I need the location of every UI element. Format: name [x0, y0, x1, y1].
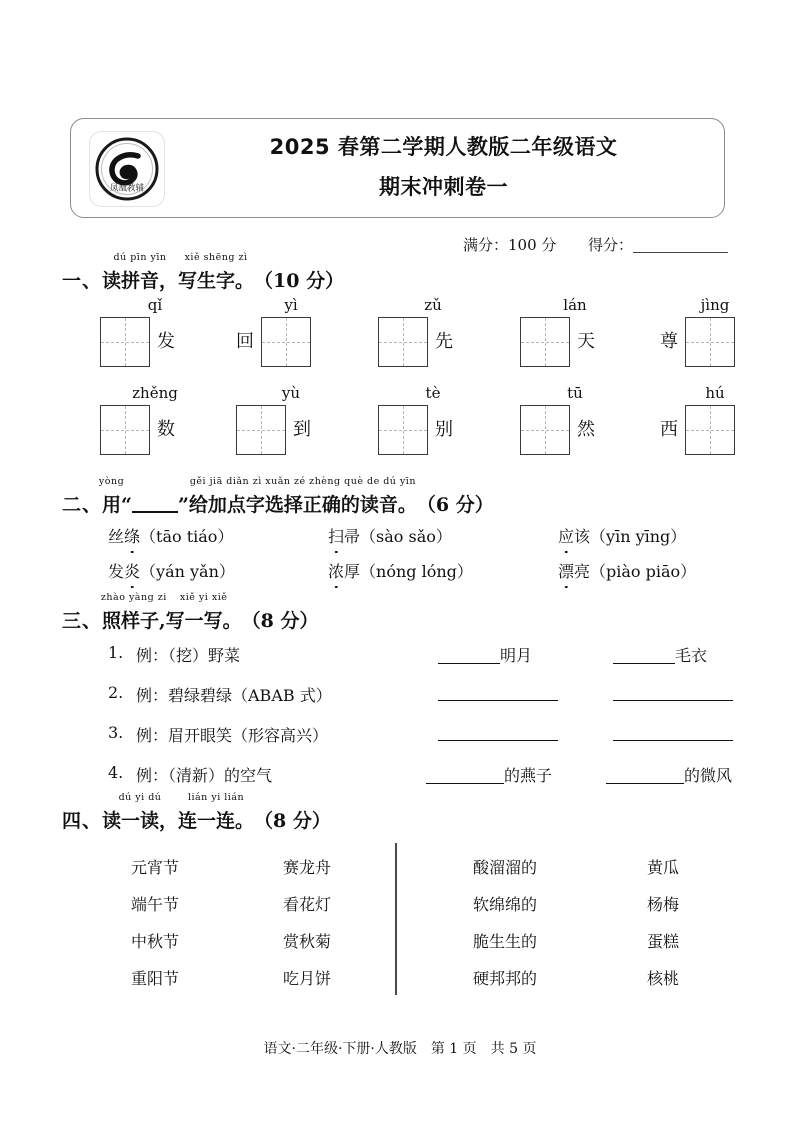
- score-input-blank[interactable]: [633, 237, 728, 253]
- answer-slot[interactable]: [613, 723, 733, 742]
- matching-item[interactable]: 赛龙舟: [282, 858, 331, 877]
- tianzige-box[interactable]: [520, 405, 570, 455]
- given-character: 别: [435, 419, 453, 440]
- section-1-points: （10 分）: [254, 270, 345, 292]
- tianzige-box[interactable]: [685, 405, 735, 455]
- logo-text: 凤凰教辅: [109, 183, 145, 194]
- given-character: 然: [577, 419, 595, 440]
- pinyin-prompt: yì: [284, 296, 298, 314]
- section-4-column-divider: [395, 843, 397, 995]
- word-with-box: [520, 316, 595, 368]
- paper-title-line-1: 2025 春第二学期人教版二年级语文: [269, 135, 618, 159]
- writing-cell: [378, 296, 488, 368]
- word-with-box: [378, 404, 453, 456]
- dotted-character: 绦: [124, 524, 140, 547]
- section-4-title-part-1: dú yi dú 读一读，: [102, 792, 179, 832]
- writing-cell: [660, 296, 770, 368]
- phoenix-education-logo-icon: [89, 131, 165, 207]
- section-4-title-part-2: lián yi lián 连一连。: [178, 792, 255, 832]
- word-char: 丝: [108, 527, 125, 546]
- pinyin-annotation: dú pīn yīn: [113, 252, 167, 263]
- writing-cell: [520, 384, 630, 456]
- pinyin-prompt: zhěng: [132, 384, 178, 402]
- item-number: 3.: [108, 723, 124, 742]
- section-4-number: 四、: [62, 810, 103, 832]
- quote-close: ”: [177, 494, 189, 516]
- section-1-heading: [62, 252, 345, 293]
- section-3-number: 三、: [62, 610, 103, 632]
- pinyin-options[interactable]: （yán yǎn）: [140, 562, 235, 581]
- example-text: 例：碧绿碧绿（ABAB 式）: [136, 686, 332, 705]
- answer-slot[interactable]: [613, 643, 707, 666]
- pinyin-annotation: zhào yàng zi: [100, 592, 167, 603]
- page-footer: [0, 1038, 800, 1058]
- matching-item[interactable]: 杨梅: [646, 895, 679, 914]
- section-1-row-1: [100, 296, 730, 368]
- given-character: 回: [236, 331, 254, 352]
- section-3-title-part-2: xiě yi xiě 写一写。: [165, 592, 242, 632]
- given-character: 到: [293, 419, 311, 440]
- tianzige-box[interactable]: [100, 405, 150, 455]
- matching-item[interactable]: 重阳节: [130, 969, 179, 988]
- pinyin-options[interactable]: （nóng lóng）: [360, 562, 473, 581]
- writing-cell: [378, 384, 488, 456]
- example-text: 例：眉开眼笑（形容高兴）: [136, 726, 329, 745]
- section-2-title-rest: gěi jiā diǎn zì xuǎn zé zhèng què de dú yīn 给加点字选择正确的读音。: [188, 476, 417, 516]
- item-number: 4.: [108, 763, 124, 782]
- given-character: 发: [157, 331, 175, 352]
- word-with-box: [236, 404, 311, 456]
- pinyin-annotation: dú yi dú: [118, 792, 162, 803]
- dotted-character: 漂: [558, 559, 574, 582]
- pronunciation-choice-item[interactable]: [108, 524, 233, 547]
- pinyin-prompt: lán: [563, 296, 587, 314]
- pinyin-prompt: jìng: [700, 296, 730, 314]
- word-char: 亮: [574, 562, 591, 581]
- dotted-character: 应: [558, 524, 574, 547]
- matching-item[interactable]: 蛋糕: [646, 932, 679, 951]
- answer-suffix: 毛衣: [675, 646, 708, 665]
- paper-title: [181, 127, 706, 207]
- word-char: 该: [574, 527, 591, 546]
- answer-blank[interactable]: [438, 648, 500, 664]
- example-text: 例：（挖）野菜: [136, 646, 241, 665]
- pronunciation-choice-item[interactable]: [328, 524, 452, 547]
- word-with-box: [378, 316, 453, 368]
- pinyin-options[interactable]: （yīn yīng）: [590, 527, 687, 546]
- writing-cell: [100, 384, 210, 456]
- tianzige-box[interactable]: [520, 317, 570, 367]
- section-1-row-2: [100, 384, 730, 456]
- section-2-points: （6 分）: [416, 494, 494, 516]
- writing-cell: [236, 296, 346, 368]
- section-1-number: 一、: [62, 270, 103, 292]
- section-2-number: 二、: [62, 494, 103, 516]
- footer-total-pages: 共 5 页: [490, 1041, 537, 1057]
- dotted-character: 炎: [124, 559, 140, 582]
- matching-item[interactable]: 吃月饼: [282, 969, 331, 988]
- given-character: 尊: [660, 331, 678, 352]
- section-3-heading: [62, 592, 319, 633]
- answer-blank[interactable]: [613, 685, 733, 701]
- section-2-title-prefix: yòng 用: [98, 476, 125, 516]
- matching-item[interactable]: 酸溜溜的: [472, 858, 537, 877]
- item-number: 1.: [108, 643, 124, 662]
- pinyin-prompt: qǐ: [147, 296, 163, 314]
- answer-slot[interactable]: [438, 723, 558, 742]
- answer-blank[interactable]: [438, 685, 558, 701]
- matching-item[interactable]: 黄瓜: [646, 858, 679, 877]
- section-3-points: （8 分）: [241, 610, 319, 632]
- matching-item[interactable]: 软绵绵的: [472, 895, 537, 914]
- answer-blank[interactable]: [438, 725, 558, 741]
- section-1-title-part-1: dú pīn yīn 读拼音，: [102, 252, 179, 292]
- section-1-title-part-2: xiě shēng zì 写生字。: [178, 252, 255, 292]
- section-4-points: （8 分）: [254, 810, 331, 832]
- pinyin-options[interactable]: （piào piāo）: [590, 562, 697, 581]
- matching-item[interactable]: 端午节: [130, 895, 179, 914]
- answer-suffix: 明月: [500, 646, 533, 665]
- answer-slot[interactable]: [438, 643, 532, 666]
- tianzige-box[interactable]: [378, 405, 428, 455]
- section-2-heading: [62, 476, 494, 517]
- tianzige-box[interactable]: [261, 317, 311, 367]
- footer-subject: 语文·二年级·下册·人教版: [263, 1041, 417, 1057]
- answer-slot[interactable]: [613, 683, 733, 702]
- given-character: 数: [157, 419, 175, 440]
- section-4-heading: [62, 792, 331, 833]
- tianzige-box[interactable]: [236, 405, 286, 455]
- pinyin-prompt: tū: [567, 384, 583, 402]
- answer-blank[interactable]: [613, 648, 675, 664]
- answer-suffix: 的微风: [684, 766, 733, 785]
- matching-item[interactable]: 核桃: [646, 969, 679, 988]
- score-line: [0, 234, 728, 255]
- word-with-box: [100, 404, 175, 456]
- header-banner: [70, 118, 725, 218]
- pinyin-annotation: yòng: [98, 476, 125, 487]
- dotted-character: 浓: [328, 559, 344, 582]
- answer-slot[interactable]: [426, 763, 552, 786]
- matching-item[interactable]: 元宵节: [130, 858, 179, 877]
- answer-slot[interactable]: [438, 683, 558, 702]
- writing-cell: [236, 384, 346, 456]
- pinyin-annotation: lián yi lián: [187, 792, 245, 803]
- footer-page-number: 第 1 页: [430, 1041, 477, 1057]
- pinyin-annotation: xiě yi xiě: [179, 592, 228, 603]
- matching-item[interactable]: 硬邦邦的: [472, 969, 537, 988]
- pinyin-options[interactable]: （sào sǎo）: [360, 527, 452, 546]
- answer-blank[interactable]: [606, 768, 684, 784]
- pinyin-annotation: gěi jiā diǎn zì xuǎn zé zhèng què de dú yīn: [189, 476, 416, 487]
- matching-item[interactable]: 中秋节: [130, 932, 179, 951]
- tianzige-box[interactable]: [685, 317, 735, 367]
- word-with-box: [100, 316, 175, 368]
- word-with-box: [236, 316, 311, 368]
- pronunciation-choice-item[interactable]: [108, 559, 235, 582]
- writing-cell: [100, 296, 210, 368]
- answer-slot[interactable]: [606, 763, 732, 786]
- pronunciation-choice-item[interactable]: [328, 559, 473, 582]
- word-char: 厚: [344, 562, 361, 581]
- section-3-title-part-1: zhào yàng zi 照样子,: [100, 592, 167, 632]
- given-character: 先: [435, 331, 453, 352]
- word-with-box: [660, 316, 735, 368]
- pronunciation-choice-item[interactable]: [558, 559, 696, 582]
- pinyin-prompt: zǔ: [424, 296, 442, 314]
- paper-title-line-2: 期末冲刺卷一: [379, 175, 508, 199]
- writing-cell: [660, 384, 770, 456]
- pinyin-annotation: xiě shēng zì: [184, 252, 248, 263]
- quote-open: “: [121, 494, 132, 516]
- example-text: 例：（清新）的空气: [136, 766, 273, 785]
- full-marks-label: 满分：100 分: [463, 236, 557, 254]
- given-character: 西: [660, 419, 678, 440]
- word-char: 帚: [344, 527, 361, 546]
- answer-suffix: 的燕子: [504, 766, 553, 785]
- dotted-character: 扫: [328, 524, 344, 547]
- pinyin-prompt: hú: [705, 384, 725, 402]
- underline-mark: [132, 497, 178, 513]
- pinyin-prompt: yù: [281, 384, 301, 402]
- matching-item[interactable]: 看花灯: [282, 895, 331, 914]
- given-character: 天: [577, 331, 595, 352]
- word-char: 发: [108, 562, 125, 581]
- tianzige-box[interactable]: [100, 317, 150, 367]
- pronunciation-choice-item[interactable]: [558, 524, 686, 547]
- matching-item[interactable]: 脆生生的: [472, 932, 537, 951]
- pinyin-options[interactable]: （tāo tiáo）: [140, 527, 234, 546]
- item-number: 2.: [108, 683, 124, 702]
- matching-item[interactable]: 赏秋菊: [282, 932, 331, 951]
- answer-blank[interactable]: [613, 725, 733, 741]
- pinyin-prompt: tè: [425, 384, 441, 402]
- word-with-box: [520, 404, 595, 456]
- writing-cell: [520, 296, 630, 368]
- tianzige-box[interactable]: [378, 317, 428, 367]
- score-label: 得分：: [587, 236, 633, 254]
- word-with-box: [660, 404, 735, 456]
- answer-blank[interactable]: [426, 768, 504, 784]
